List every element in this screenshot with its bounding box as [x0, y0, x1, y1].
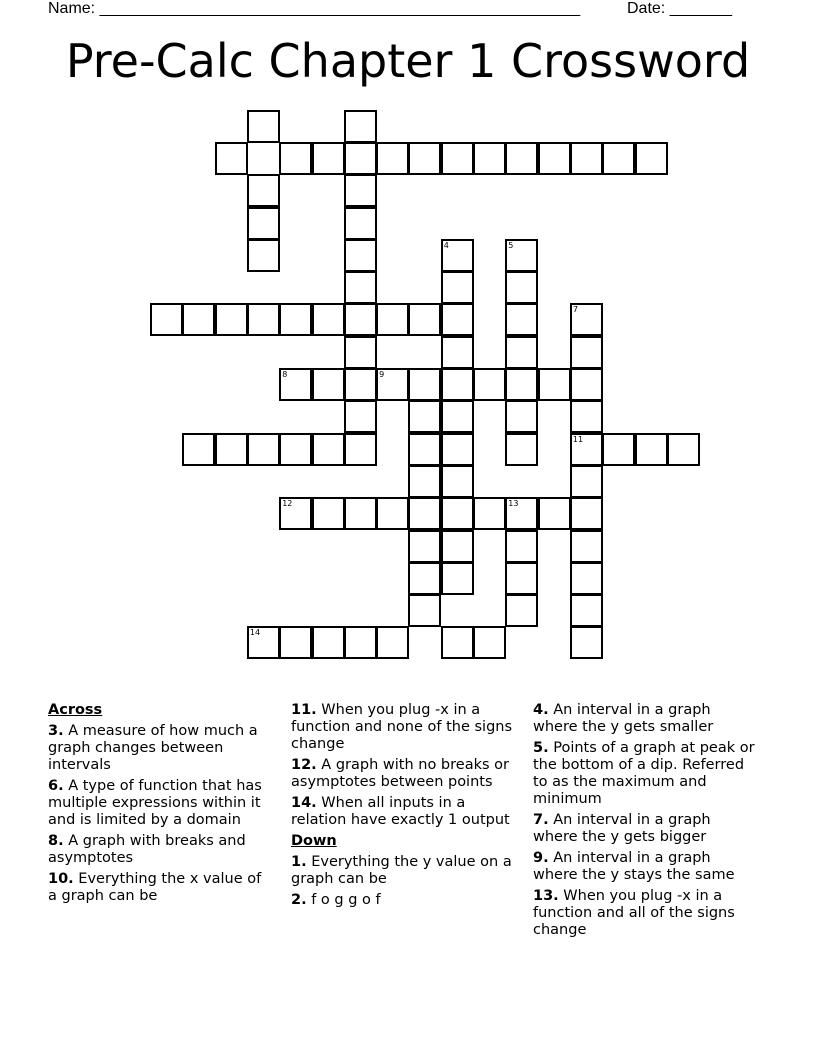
- clue-item-number: 9.: [533, 850, 549, 866]
- crossword-cell[interactable]: [247, 239, 280, 272]
- crossword-cell[interactable]: [344, 433, 377, 466]
- crossword-cell[interactable]: [408, 465, 441, 498]
- crossword-cell[interactable]: [505, 336, 538, 369]
- crossword-cell[interactable]: [505, 433, 538, 466]
- crossword-cell[interactable]: [570, 465, 603, 498]
- clue-item: [291, 702, 516, 753]
- crossword-cell[interactable]: [279, 626, 312, 659]
- clue-item-text: A graph with breaks and asymptotes: [48, 833, 246, 866]
- crossword-cell[interactable]: [312, 626, 345, 659]
- crossword-cell[interactable]: [344, 271, 377, 304]
- crossword-cell[interactable]: [441, 142, 474, 175]
- clue-item: [533, 812, 758, 846]
- crossword-cell[interactable]: [247, 303, 280, 336]
- crossword-cell[interactable]: [570, 400, 603, 433]
- clue-section-heading: Across: [48, 702, 103, 718]
- clue-column-3: [533, 702, 758, 943]
- clue-column-2: [291, 702, 516, 913]
- clue-item-text: When you plug -x in a function and none of the signs change: [291, 702, 513, 752]
- crossword-cell[interactable]: [505, 530, 538, 563]
- crossword-cell[interactable]: [441, 400, 474, 433]
- clue-number: 11: [572, 434, 584, 444]
- clue-item: [291, 757, 516, 791]
- clue-number: 12: [282, 499, 293, 509]
- crossword-cell[interactable]: [279, 142, 312, 175]
- clue-item-number: 8.: [48, 833, 64, 849]
- clue-number: 4: [443, 240, 449, 250]
- crossword-cell[interactable]: [408, 368, 441, 401]
- crossword-cell[interactable]: [150, 303, 183, 336]
- crossword-cell[interactable]: [408, 562, 441, 595]
- clue-item-text: Everything the x value of a graph can be: [48, 871, 262, 904]
- crossword-cell[interactable]: [376, 626, 409, 659]
- clue-item-number: 10.: [48, 871, 74, 887]
- crossword-cell[interactable]: [570, 626, 603, 659]
- clue-item: [291, 795, 516, 829]
- crossword-cell[interactable]: [441, 368, 474, 401]
- crossword-cell[interactable]: [505, 400, 538, 433]
- crossword-cell[interactable]: [505, 303, 538, 336]
- crossword-cell[interactable]: [635, 433, 668, 466]
- crossword-cell[interactable]: [473, 626, 506, 659]
- clue-item: [48, 833, 273, 867]
- crossword-cell[interactable]: [473, 497, 506, 530]
- crossword-cell[interactable]: [408, 400, 441, 433]
- page-title: Pre-Calc Chapter 1 Crossword: [65, 34, 751, 88]
- clue-item-text: An interval in a graph where the y stays the same: [533, 850, 735, 883]
- crossword-cell[interactable]: [376, 303, 409, 336]
- crossword-cell[interactable]: [182, 303, 215, 336]
- crossword-cell[interactable]: [247, 207, 280, 240]
- clue-number: 5: [508, 240, 514, 250]
- crossword-cell[interactable]: [570, 530, 603, 563]
- clue-number: 7: [572, 305, 578, 315]
- crossword-cell[interactable]: [441, 562, 474, 595]
- crossword-cell[interactable]: [441, 303, 474, 336]
- clue-item-text: An interval in a graph where the y gets bigger: [533, 812, 711, 845]
- clue-item: [533, 740, 758, 808]
- crossword-cell[interactable]: [408, 303, 441, 336]
- crossword-cell[interactable]: [182, 433, 215, 466]
- crossword-cell[interactable]: [344, 207, 377, 240]
- clue-number: 13: [508, 499, 519, 509]
- crossword-cell[interactable]: [279, 368, 312, 401]
- crossword-cell[interactable]: [473, 142, 506, 175]
- crossword-cell[interactable]: [441, 336, 474, 369]
- crossword-cell[interactable]: [441, 465, 474, 498]
- clue-item-number: 1.: [291, 854, 307, 870]
- clue-item-number: 13.: [533, 888, 559, 904]
- clue-item-number: 3.: [48, 723, 64, 739]
- crossword-cell[interactable]: [344, 626, 377, 659]
- crossword-cell[interactable]: [505, 497, 538, 530]
- crossword-cell[interactable]: [247, 433, 280, 466]
- crossword-cell[interactable]: [538, 142, 571, 175]
- crossword-cell[interactable]: [279, 303, 312, 336]
- crossword-cell[interactable]: [441, 497, 474, 530]
- crossword-cell[interactable]: [344, 368, 377, 401]
- date-field-label: Date: _______: [627, 0, 732, 17]
- crossword-cell[interactable]: [312, 303, 345, 336]
- crossword-cell[interactable]: [635, 142, 668, 175]
- crossword-cell[interactable]: [408, 142, 441, 175]
- crossword-cell[interactable]: [279, 497, 312, 530]
- clue-item: [48, 723, 273, 774]
- crossword-cell[interactable]: [344, 336, 377, 369]
- clue-item-number: 14.: [291, 795, 317, 811]
- crossword-cell[interactable]: [376, 368, 409, 401]
- crossword-cell[interactable]: [344, 174, 377, 207]
- crossword-cell[interactable]: [408, 530, 441, 563]
- clue-item-text: When all inputs in a relation have exactly 1 output: [291, 795, 510, 828]
- crossword-cell[interactable]: [376, 142, 409, 175]
- crossword-cell[interactable]: [247, 110, 280, 143]
- crossword-cell[interactable]: [602, 142, 635, 175]
- crossword-cell[interactable]: [312, 433, 345, 466]
- clue-item: [291, 892, 516, 909]
- crossword-cell[interactable]: [570, 303, 603, 336]
- clue-item-text: f o g g o f: [311, 892, 381, 908]
- name-field-label: Name: ______________________________________________________: [48, 0, 581, 17]
- crossword-cell[interactable]: [408, 594, 441, 627]
- crossword-cell[interactable]: [344, 400, 377, 433]
- crossword-cell[interactable]: [570, 336, 603, 369]
- crossword-cell[interactable]: [570, 142, 603, 175]
- clue-item-number: 6.: [48, 778, 64, 794]
- crossword-cell[interactable]: [215, 142, 248, 175]
- crossword-cell[interactable]: [376, 497, 409, 530]
- clue-item: [533, 888, 758, 939]
- crossword-cell[interactable]: [570, 497, 603, 530]
- crossword-cell[interactable]: [570, 594, 603, 627]
- crossword-cell[interactable]: [215, 303, 248, 336]
- crossword-cell[interactable]: [505, 271, 538, 304]
- crossword-cell[interactable]: [538, 368, 571, 401]
- crossword-cell[interactable]: [344, 303, 377, 336]
- crossword-cell[interactable]: [602, 433, 635, 466]
- crossword-cell[interactable]: [570, 368, 603, 401]
- clue-number: 8: [282, 370, 288, 379]
- crossword-cell[interactable]: [441, 530, 474, 563]
- crossword-cell[interactable]: [570, 562, 603, 595]
- crossword-cell[interactable]: [441, 239, 474, 272]
- crossword-cell[interactable]: [312, 497, 345, 530]
- crossword-cell[interactable]: [505, 562, 538, 595]
- crossword-cell[interactable]: [408, 497, 441, 530]
- clue-section-heading: Down: [291, 833, 337, 849]
- clue-item: [533, 702, 758, 736]
- clue-item: [291, 854, 516, 888]
- clue-item-text: A type of function that has multiple expressions within it and is limited by a domain: [48, 778, 262, 828]
- clue-item: [48, 778, 273, 829]
- crossword-cell[interactable]: [667, 433, 700, 466]
- clue-number: 14: [249, 628, 261, 638]
- crossword-cell[interactable]: [344, 239, 377, 272]
- crossword-cell[interactable]: [344, 497, 377, 530]
- clue-item-text: A graph with no breaks or asymptotes between points: [291, 757, 509, 790]
- crossword-cell[interactable]: [570, 433, 603, 466]
- crossword-cell[interactable]: [441, 433, 474, 466]
- crossword-cell[interactable]: [312, 368, 345, 401]
- clue-item-text: Points of a graph at peak or the bottom of a dip. Referred to as the maximum and minimum: [533, 740, 755, 807]
- clue-item-number: 5.: [533, 740, 549, 756]
- clue-item: [533, 850, 758, 884]
- crossword-cell[interactable]: [247, 174, 280, 207]
- clue-item-text: When you plug -x in a function and all of the signs change: [533, 888, 735, 938]
- crossword-cell[interactable]: [538, 497, 571, 530]
- crossword-cell[interactable]: [505, 142, 538, 175]
- clue-item-number: 2.: [291, 892, 307, 908]
- crossword-cell[interactable]: [408, 433, 441, 466]
- clue-number: 9: [379, 370, 385, 379]
- crossword-cell[interactable]: [279, 433, 312, 466]
- clue-item-number: 11.: [291, 702, 317, 718]
- crossword-cell[interactable]: [505, 239, 538, 272]
- clue-item-text: A measure of how much a graph changes between intervals: [48, 723, 258, 773]
- crossword-cell[interactable]: [473, 368, 506, 401]
- crossword-cell[interactable]: [441, 626, 474, 659]
- crossword-cell[interactable]: [215, 433, 248, 466]
- crossword-cell[interactable]: [247, 626, 280, 659]
- clue-column-1: [48, 702, 273, 909]
- crossword-cell[interactable]: [505, 368, 538, 401]
- crossword-cell[interactable]: [344, 110, 377, 143]
- crossword-cell[interactable]: [312, 142, 345, 175]
- clue-item: [48, 871, 273, 905]
- crossword-cell[interactable]: [441, 271, 474, 304]
- clue-item-number: 7.: [533, 812, 549, 828]
- crossword-cell[interactable]: [344, 142, 377, 175]
- clue-item-number: 4.: [533, 702, 549, 718]
- clue-item-text: Everything the y value on a graph can be: [291, 854, 512, 887]
- crossword-cell[interactable]: [505, 594, 538, 627]
- clue-item-text: An interval in a graph where the y gets smaller: [533, 702, 714, 735]
- clue-item-number: 12.: [291, 757, 317, 773]
